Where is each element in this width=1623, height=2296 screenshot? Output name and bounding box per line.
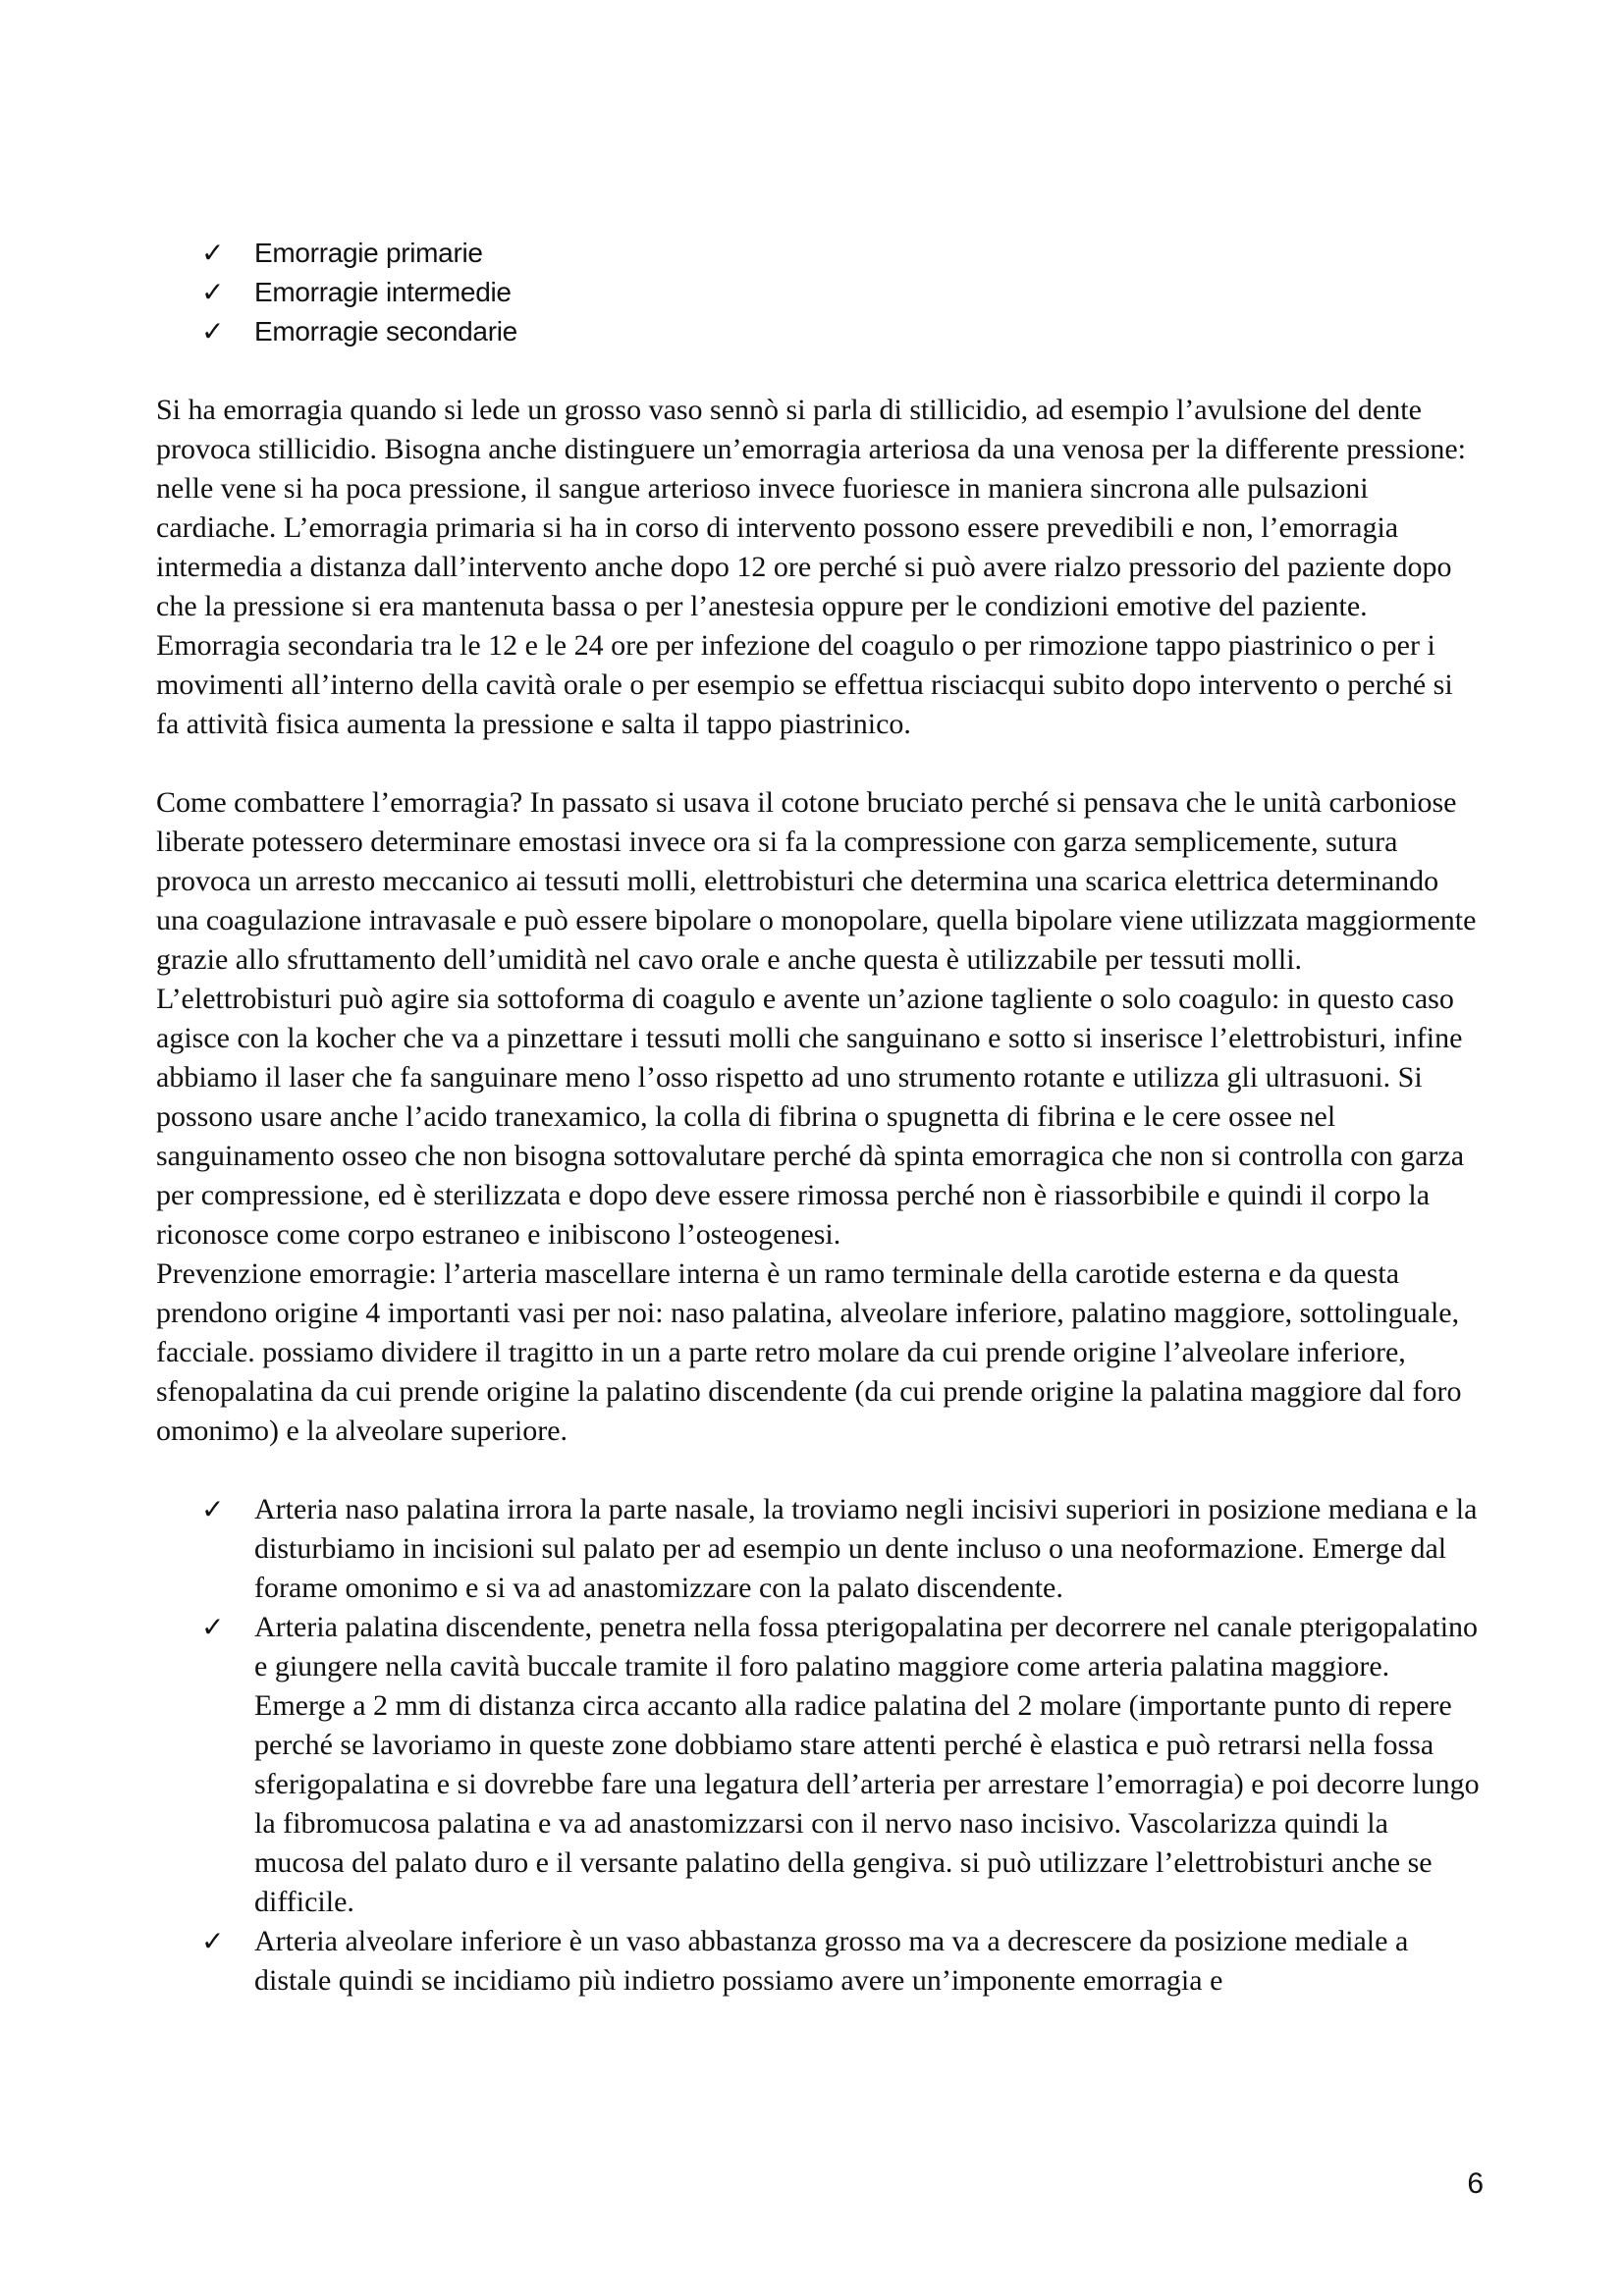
list-item: [156, 1490, 1482, 1608]
arteries-list: [156, 1490, 1482, 2001]
checkmark-icon: ✓: [201, 1493, 225, 1525]
list-item-text: Arteria naso palatina irrora la parte nasale, la troviamo negli incisivi superiori in posizione mediana e la disturbiamo in incisioni sul palato per ad esempio un dente incluso o una neoformazione. Emerge dal forame omonimo e si va ad anastomizzare con la palato discendente.: [254, 1493, 1478, 1604]
checkmark-icon: ✓: [201, 1925, 225, 1957]
page-number: 6: [1467, 2167, 1484, 2200]
list-item: [156, 1608, 1482, 1922]
paragraph-hemorrhage-definition: Si ha emorragia quando si lede un grosso vaso sennò si parla di stillicidio, ad esempio l’avulsione del dente provoca stillicidio. Bisogna anche distinguere un’emorragia arteriosa da una venosa per la differente pressione: nelle vene si ha poca pressione, il sangue arterioso invece fuoriesce in maniera sincrona alle pulsazioni cardiache. L’emorragia primaria si ha in corso di intervento possono essere prevedibili e non, l’emorragia intermedia a distanza dall’intervento anche dopo 12 ore perché si può avere rialzo pressorio del paziente dopo che la pressione si era mantenuta bassa o per l’anestesia oppure per le condizioni emotive del paziente. Emorragia secondaria tra le 12 e le 24 ore per infezione del coagulo o per rimozione tappo piastrinico o per i movimenti all’interno della cavità orale o per esempio se effettua risciacqui subito dopo intervento o perché si fa attività fisica aumenta la pressione e salta il tappo piastrinico.: [156, 394, 1466, 740]
list-item-text: Arteria alveolare inferiore è un vaso abbastanza grosso ma va a decrescere da posizione mediale a distale quindi se incidiamo più indietro possiamo avere un’imponente emorragia e: [254, 1925, 1409, 1997]
paragraph-prevention: Prevenzione emorragie: l’arteria mascellare interna è un ramo terminale della carotide esterna e da questa prendono origine 4 importanti vasi per noi: naso palatina, alveolare inferiore, palatino maggiore, sottolinguale, facciale. possiamo dividere il tragitto in un a parte retro molare da cui prende origine l’alveolare inferiore, sfenopalatina da cui prende origine la palatino discendente (da cui prende origine la palatina maggiore dal foro omonimo) e la alveolare superiore.: [156, 1257, 1462, 1447]
list-item: [156, 1922, 1482, 2001]
spacer: [156, 744, 1482, 783]
list-item-text: Emorragie primarie: [254, 238, 483, 268]
list-item-text: Emorragie secondarie: [254, 316, 517, 347]
list-item: [156, 234, 1482, 273]
list-item: [156, 312, 1482, 351]
checkmark-icon: ✓: [201, 276, 225, 308]
checkmark-icon: ✓: [201, 237, 225, 269]
list-item: [156, 273, 1482, 312]
checkmark-icon: ✓: [201, 315, 225, 347]
list-item-text: Emorragie intermedie: [254, 277, 512, 307]
checkmark-icon: ✓: [201, 1611, 225, 1643]
list-item-text: Arteria palatina discendente, penetra nella fossa pterigopalatina per decorrere nel canale pterigopalatino e giungere nella cavità buccale tramite il foro palatino maggiore come arteria palatina maggiore. Emerge a 2 mm di distanza circa accanto alla radice palatina del 2 molare (importante punto di repere perché se lavoriamo in queste zone dobbiamo stare attenti perché è elastica e può retrarsi nella fossa sferigopalatina e si dovrebbe fare una legatura dell’arteria per arrestare l’emorragia) e poi decorre lungo la fibromucosa palatina e va ad anastomizzarsi con il nervo naso incisivo. Vascolarizza quindi la mucosa del palato duro e il versante palatino della gengiva. si può utilizzare l’elettrobisturi anche se difficile.: [254, 1611, 1480, 1918]
spacer: [156, 1451, 1482, 1490]
spacer: [156, 351, 1482, 391]
paragraph-hemostasis-methods: Come combattere l’emorragia? In passato si usava il cotone bruciato perché si pensava che le unità carboniose liberate potessero determinare emostasi invece ora si fa la compressione con garza semplicemente, sutura provoca un arresto meccanico ai tessuti molli, elettrobisturi che determina una scarica elettrica determinando una coagulazione intravasale e può essere bipolare o monopolare, quella bipolare viene utilizzata maggiormente grazie allo sfruttamento dell’umidità nel cavo orale e anche questa è utilizzabile per tessuti molli. L’elettrobisturi può agire sia sottoforma di coagulo e avente un’azione tagliente o solo coagulo: in questo caso agisce con la kocher che va a pinzettare i tessuti molli che sanguinano e sotto si inserisce l’elettrobisturi, infine abbiamo il laser che fa sanguinare meno l’osso rispetto ad uno strumento rotante e utilizza gli ultrasuoni. Si possono usare anche l’acido tranexamico, la colla di fibrina o spugnetta di fibrina e le cere ossee nel sanguinamento osseo che non bisogna sottovalutare perché dà spinta emorragica che non si controlla con garza per compressione, ed è sterilizzata e dopo deve essere rimossa perché non è riassorbibile e quindi il corpo la riconosce come corpo estraneo e inibiscono l’osteogenesi.: [156, 786, 1477, 1251]
page-content: [156, 234, 1482, 2001]
bleeding-types-list: [156, 234, 1482, 351]
